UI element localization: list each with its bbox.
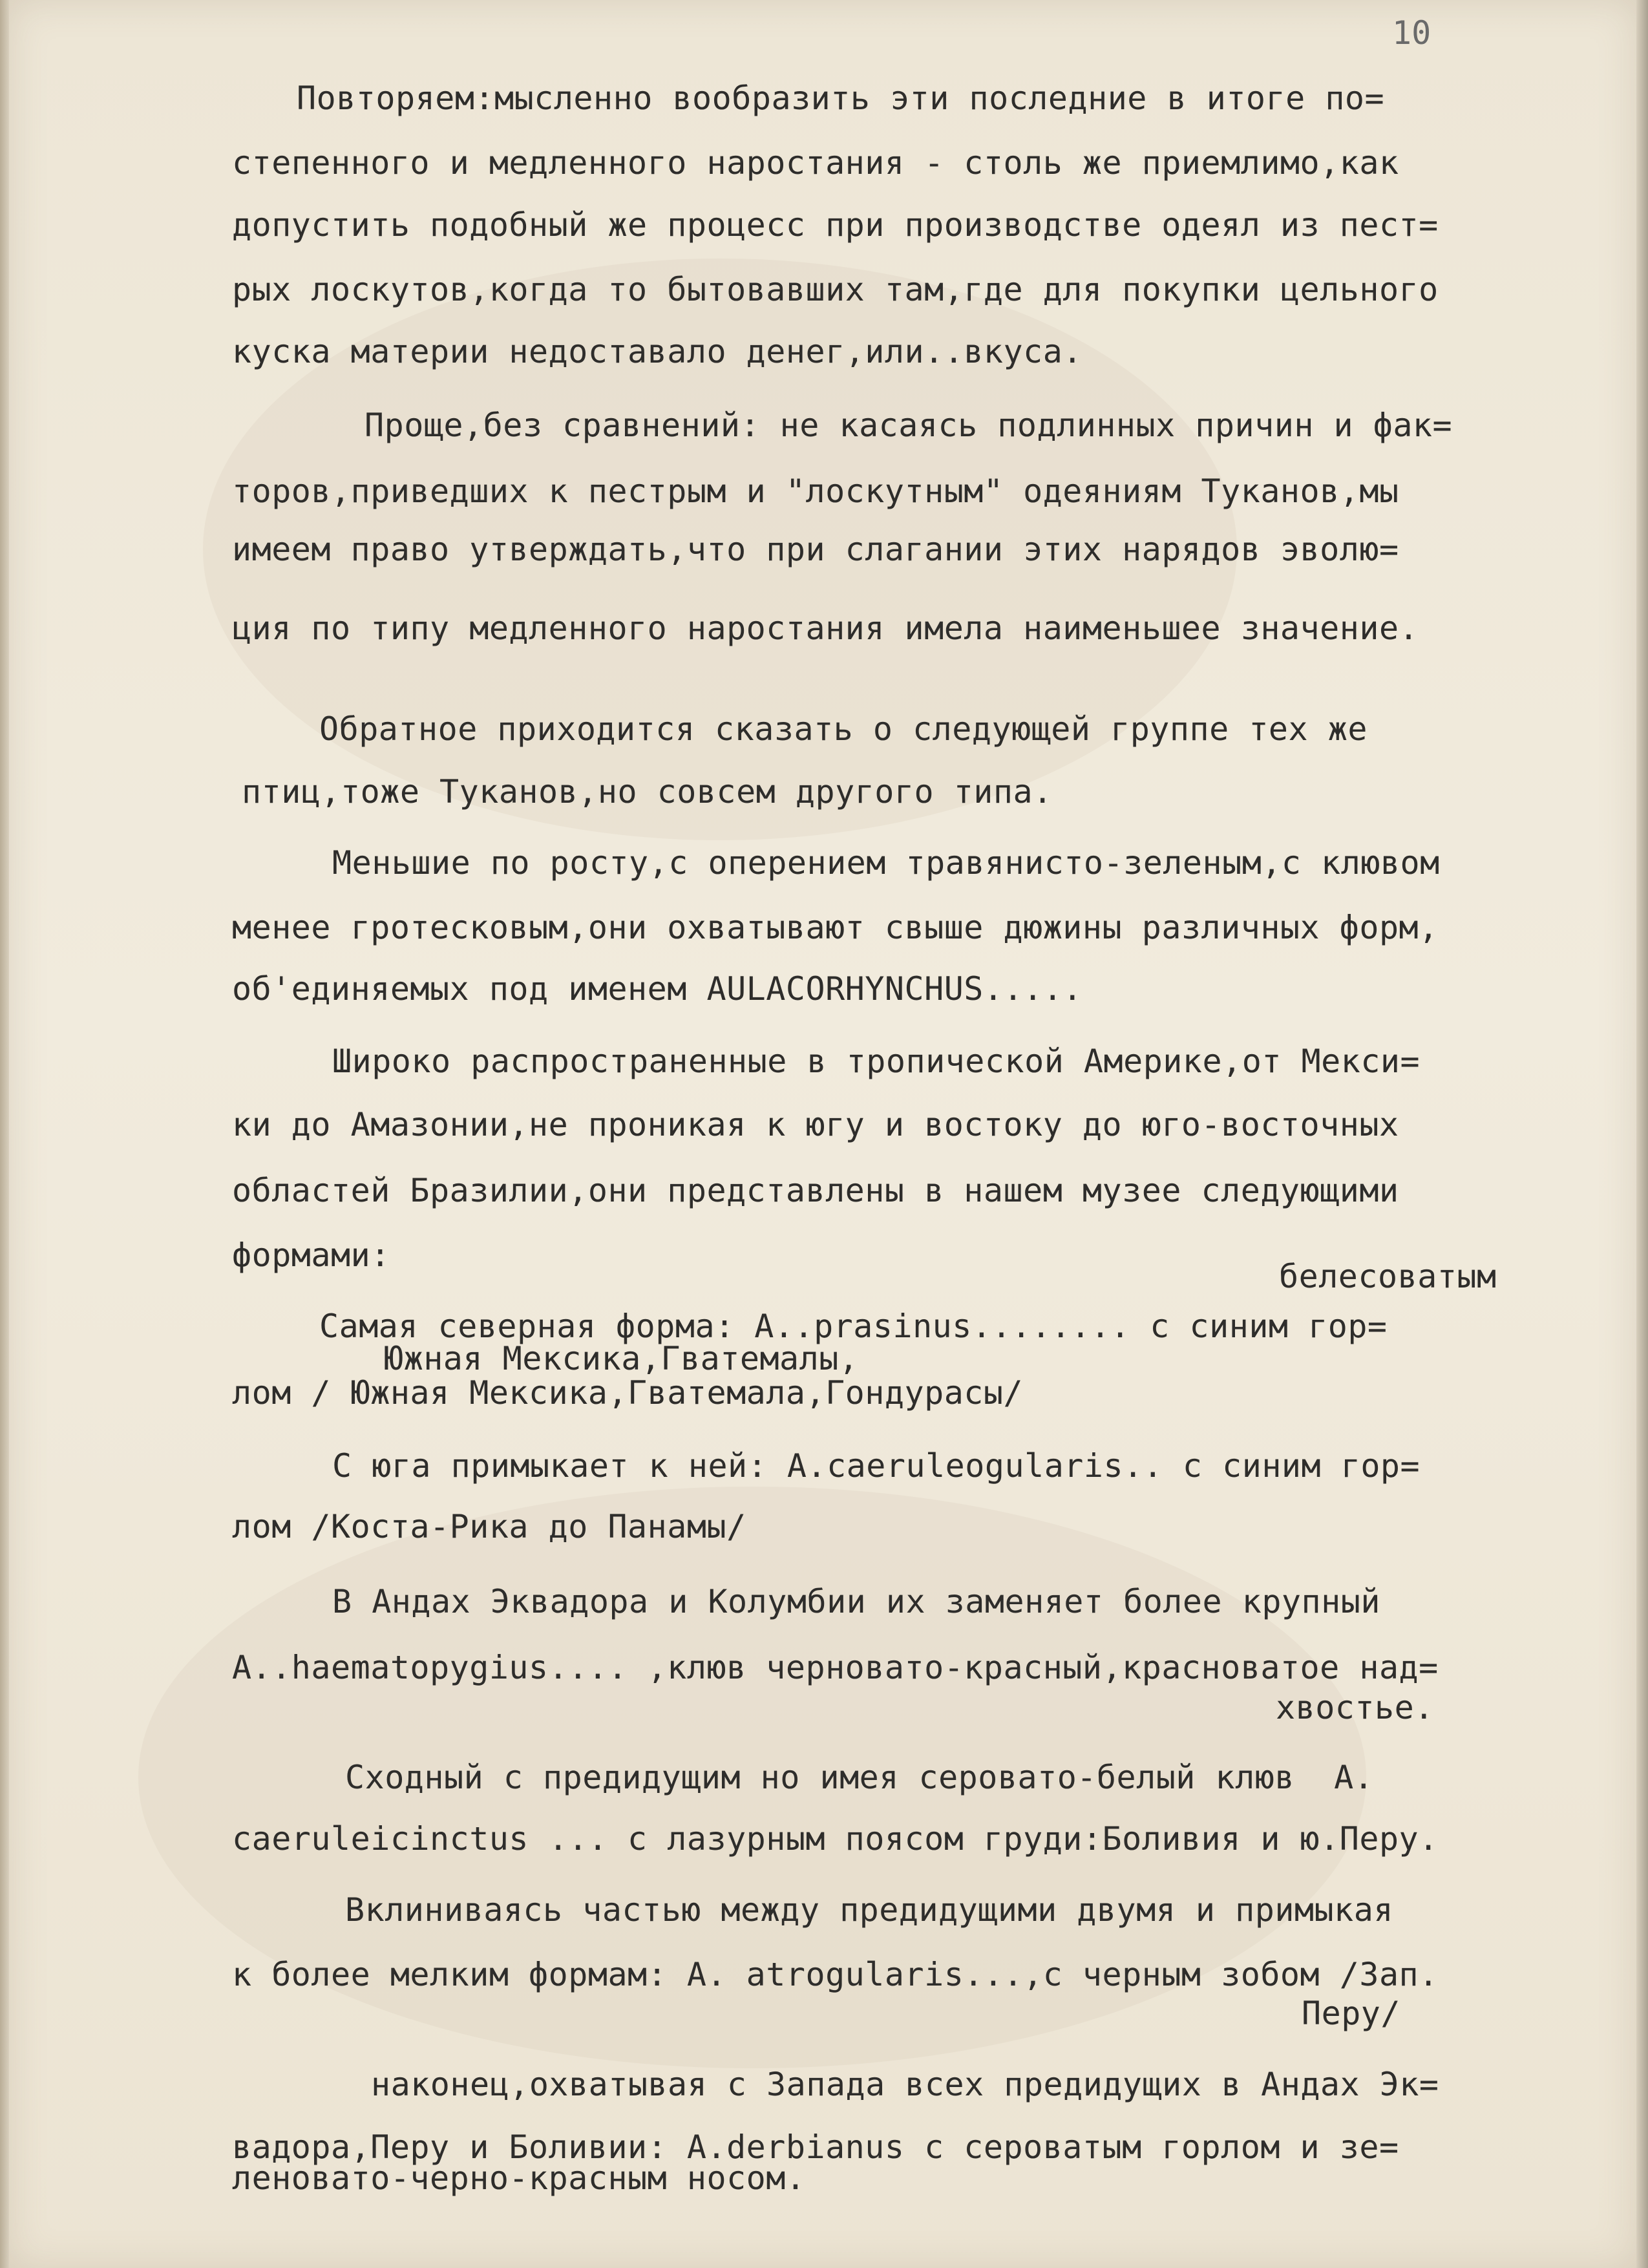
text-line: Проще,без сравнений: не касаясь подлинных причин и фак= bbox=[364, 407, 1453, 444]
text-line: рых лоскутов,когда то бытовавших там,где для покупки цельного bbox=[232, 271, 1439, 308]
text-line: A..haematopygius.... ,клюв черновато-красный,красноватое над= bbox=[232, 1649, 1439, 1686]
text-line: Обратное приходится сказать о следующей группе тех же bbox=[319, 710, 1368, 748]
text-line: Повторяем:мысленно вообразить эти последние в итоге по= bbox=[297, 79, 1385, 117]
text-line: ция по типу медленного наростания имела наименьшее значение. bbox=[232, 609, 1419, 647]
text-line: менее гротесковым,они охватывают свыше дюжины различных форм, bbox=[232, 909, 1439, 946]
typewritten-page bbox=[9, 0, 1636, 2268]
text-line: ки до Амазонии,не проникая к югу и востоку до юго-восточных bbox=[232, 1106, 1399, 1143]
text-line: наконец,охватывая с Запада всех предидущих в Андах Эк= bbox=[371, 2066, 1439, 2103]
text-line: леновато-черно-красным носом. bbox=[232, 2159, 806, 2197]
text-line: к более мелким формам: A. atrogularis...,с черным зобом /Зап. bbox=[232, 1956, 1439, 1993]
text-line: вадора,Перу и Боливии: A.derbianus с сероватым горлом и зе= bbox=[232, 2128, 1399, 2166]
text-line: областей Бразилии,они представлены в нашем музее следующими bbox=[232, 1172, 1399, 1209]
text-line: лом /Коста-Рика до Панамы/ bbox=[232, 1508, 746, 1545]
text-line: формами: bbox=[232, 1236, 390, 1274]
text-line: лом / Южная Мексика,Гватемала,Гондурасы/ bbox=[232, 1374, 1024, 1412]
text-line: об'единяемых под именем AULACORHYNCHUS..... bbox=[232, 970, 1083, 1008]
text-line: Самая северная форма: A..prasinus........ с синим гор= bbox=[319, 1308, 1388, 1345]
text-line: В Андах Эквадора и Колумбии их заменяет более крупный bbox=[332, 1583, 1380, 1620]
text-line: торов,приведших к пестрым и "лоскутным" одеяниям Туканов,мы bbox=[232, 472, 1399, 510]
text-line: птиц,тоже Туканов,но совсем другого типа. bbox=[242, 773, 1053, 811]
text-line: куска материи недоставало денег,или..вкуса. bbox=[232, 333, 1083, 370]
text-line: С юга примыкает к ней: A.caeruleogularis.. с синим гор= bbox=[332, 1447, 1421, 1485]
text-line: имеем право утверждать,что при слагании этих нарядов эволю= bbox=[232, 531, 1399, 568]
text-line: Широко распространенные в тропической Америке,от Мекси= bbox=[332, 1043, 1421, 1080]
handwritten-insertion: Южная Мексика,Гватемалы, bbox=[384, 1340, 859, 1377]
handwritten-insertion: белесоватым bbox=[1279, 1258, 1497, 1295]
text-line: Меньшие по росту,с оперением травянисто-зеленым,с клювом bbox=[332, 844, 1440, 882]
text-line: caeruleicinctus ... с лазурным поясом груди:Боливия и ю.Перу. bbox=[232, 1820, 1439, 1858]
text-line: хвостье. bbox=[1276, 1689, 1434, 1726]
page-number: 10 bbox=[1392, 14, 1431, 52]
paper-edge-right bbox=[1636, 0, 1648, 2268]
text-line: степенного и медленного наростания - столь же приемлимо,как bbox=[232, 144, 1399, 182]
text-line: Сходный с предидущим но имея серовато-белый клюв A. bbox=[345, 1759, 1374, 1796]
text-line: Перу/ bbox=[1302, 1995, 1401, 2032]
text-line: допустить подобный же процесс при производстве одеял из пест= bbox=[232, 206, 1439, 244]
text-line: Вклиниваясь частью между предидущими двумя и примыкая bbox=[345, 1891, 1393, 1929]
paper-edge-left bbox=[0, 0, 9, 2268]
